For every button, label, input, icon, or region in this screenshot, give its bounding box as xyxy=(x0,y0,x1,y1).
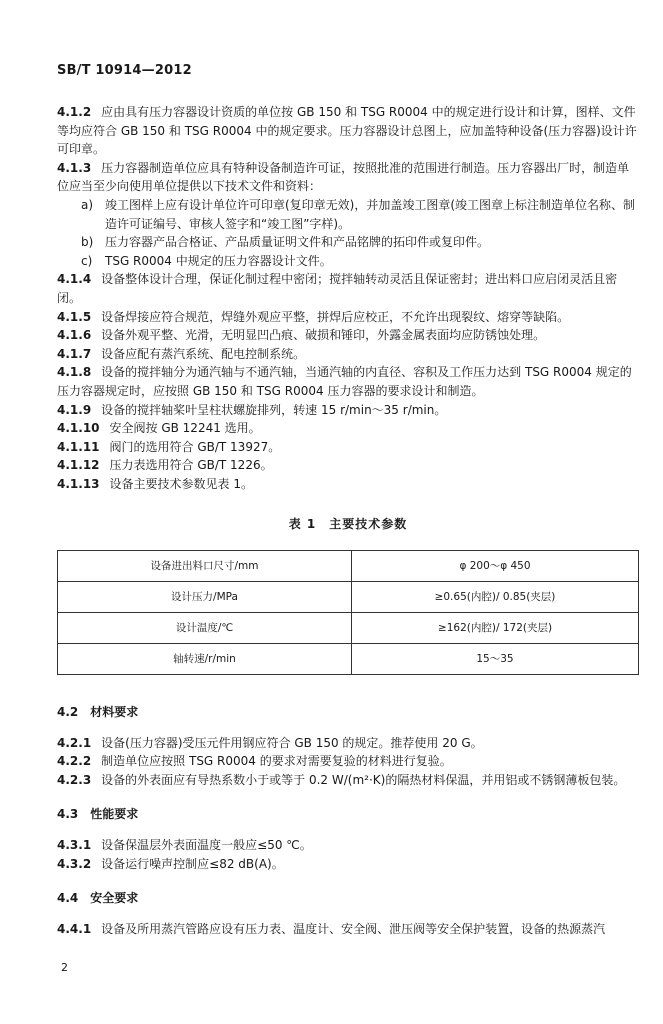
table-row xyxy=(58,644,639,675)
clause xyxy=(57,103,639,159)
clause xyxy=(57,438,639,457)
clause-number: 4.1.10 xyxy=(57,421,100,436)
list-marker: a) xyxy=(81,197,94,212)
table-cell-value: φ 200～φ 450 xyxy=(352,551,639,582)
clause-number: 4.4.1 xyxy=(57,921,92,936)
parameter-table xyxy=(57,550,639,675)
table-title: 表 1 主要技术参数 xyxy=(288,517,408,532)
clause xyxy=(57,326,639,345)
list-item-text: TSG R0004 中规定的压力容器设计文件。 xyxy=(105,253,332,268)
table-cell-value: ≥162(内腔)/ 172(夹层) xyxy=(352,613,639,644)
clause-number: 4.1.6 xyxy=(57,328,92,343)
clause-number: 4.1.3 xyxy=(57,160,92,175)
clause-text: 设备主要技术参数见表 1。 xyxy=(109,476,253,491)
section-heading xyxy=(57,703,639,722)
clause-number: 4.2.1 xyxy=(57,735,92,750)
clause-number: 4.1.7 xyxy=(57,346,92,361)
list-item-text: 竣工图样上应有设计单位许可印章(复印章无效)，并加盖竣工图章(竣工图章上标注制造单位名称、制造许可证编号、审核人签字和“竣工图”字样)。 xyxy=(105,197,636,231)
list-item-text: 压力容器产品合格证、产品质量证明文件和产品铭牌的拓印件或复印件。 xyxy=(105,235,490,250)
clause xyxy=(57,345,639,364)
table-cell-param: 轴转速/r/min xyxy=(58,644,352,675)
clause-number: 4.1.4 xyxy=(57,272,92,287)
clause-text: 设备的搅拌轴分为通汽轴与不通汽轴，当通汽轴的内直径、容积及工作压力达到 TSG R0004 规定的压力容器规定时，应按照 GB 150 和 TSG R0004 压力容器的要求设计和制造。 xyxy=(57,365,632,398)
clause-text: 阀门的选用符合 GB/T 13927。 xyxy=(109,439,281,454)
standard-code: SB/T 10914—2012 xyxy=(57,63,192,78)
clause-text: 压力容器制造单位应具有特种设备制造许可证，按照批准的范围进行制造。压力容器出厂时，制造单位应当至少向使用单位提供以下技术文件和资料： xyxy=(57,160,630,194)
table-cell-value: 15～35 xyxy=(352,644,639,675)
clause-number: 4.1.5 xyxy=(57,309,92,324)
clause-text: 设备(压力容器)受压元件用钢应符合 GB 150 的规定。推荐使用 20 G。 xyxy=(101,735,483,750)
clause xyxy=(57,456,639,475)
clause-number: 4.2.2 xyxy=(57,754,92,769)
clause xyxy=(57,419,639,438)
clause-number: 4.1.9 xyxy=(57,402,92,417)
page-number: 2 xyxy=(61,961,68,974)
section-number: 4.2 xyxy=(57,705,79,720)
clause xyxy=(57,270,639,307)
clause-text: 设备外观平整、光滑，无明显凹凸痕、破损和锤印，外露金属表面均应防锈蚀处理。 xyxy=(101,328,546,343)
section-title: 材料要求 xyxy=(90,705,139,720)
section-heading xyxy=(57,805,639,824)
clause-text: 应由具有压力容器设计资质的单位按 GB 150 和 TSG R0004 中的规定进行设计和计算，图样、文件等均应符合 GB 150 和 TSG R0004 中的规定要求。压力容器设计总图上，应加盖特种设备(压力容器)设计许可印章。 xyxy=(57,105,637,157)
clause xyxy=(57,475,639,494)
clause xyxy=(57,401,639,420)
clause-text: 设备保温层外表面温度一般应≤50 ℃。 xyxy=(101,838,312,853)
list-marker: c) xyxy=(81,253,93,268)
table-cell-param: 设计压力/MPa xyxy=(58,582,352,613)
document-body xyxy=(57,103,639,938)
clause-number: 4.3.2 xyxy=(57,856,92,871)
clause-number: 4.1.13 xyxy=(57,476,100,491)
clause-text: 安全阀按 GB 12241 选用。 xyxy=(109,421,261,436)
clause-text: 设备应配有蒸汽系统、配电控制系统。 xyxy=(101,346,306,361)
list-item xyxy=(57,252,639,271)
section-heading xyxy=(57,889,639,908)
list-item xyxy=(57,233,639,252)
clause-number: 4.1.2 xyxy=(57,105,92,119)
clause-number: 4.1.12 xyxy=(57,458,100,473)
clause xyxy=(57,363,639,400)
clause-text: 设备整体设计合理，保证化制过程中密闭；搅拌轴转动灵活且保证密封；进出料口应启闭灵活且密闭。 xyxy=(57,272,618,305)
clause xyxy=(57,920,639,939)
clause-text: 设备运行噪声控制应≤82 dB(A)。 xyxy=(101,856,284,871)
list-item xyxy=(57,196,639,233)
clause xyxy=(57,752,639,771)
section-number: 4.4 xyxy=(57,891,79,906)
clause xyxy=(57,836,639,855)
table-row xyxy=(58,582,639,613)
clause-text: 制造单位应按照 TSG R0004 的要求对需要复验的材料进行复验。 xyxy=(101,754,452,769)
clause xyxy=(57,308,639,327)
table-row xyxy=(58,613,639,644)
clause xyxy=(57,734,639,753)
clause-number: 4.1.11 xyxy=(57,439,100,454)
clause-text: 设备的搅拌轴桨叶呈柱状螺旋排列，转速 15 r/min～35 r/min。 xyxy=(101,402,447,417)
clause xyxy=(57,159,639,196)
table-cell-value: ≥0.65(内腔)/ 0.85(夹层) xyxy=(352,582,639,613)
clause-number: 4.2.3 xyxy=(57,772,92,787)
section-title: 性能要求 xyxy=(90,807,139,822)
clause-text: 设备焊接应符合规范，焊缝外观应平整，拼焊后应校正，不允许出现裂纹、熔穿等缺陷。 xyxy=(101,309,570,324)
table-cell-param: 设备进出料口尺寸/mm xyxy=(58,551,352,582)
clause xyxy=(57,771,639,790)
clause-text: 设备及所用蒸汽管路应设有压力表、温度计、安全阀、泄压阀等安全保护装置，设备的热源蒸汽 xyxy=(101,921,606,936)
section-number: 4.3 xyxy=(57,807,79,822)
clause-text: 设备的外表面应有导热系数小于或等于 0.2 W/(m²·K)的隔热材料保温，并用铝或不锈钢薄板包装。 xyxy=(101,772,626,787)
section-title: 安全要求 xyxy=(90,891,139,906)
list-marker: b) xyxy=(81,235,94,250)
table-row xyxy=(58,551,639,582)
clause xyxy=(57,855,639,874)
table-cell-param: 设计温度/℃ xyxy=(58,613,352,644)
clause-number: 4.3.1 xyxy=(57,838,92,853)
clause-text: 压力表选用符合 GB/T 1226。 xyxy=(109,458,273,473)
clause-number: 4.1.8 xyxy=(57,365,92,380)
